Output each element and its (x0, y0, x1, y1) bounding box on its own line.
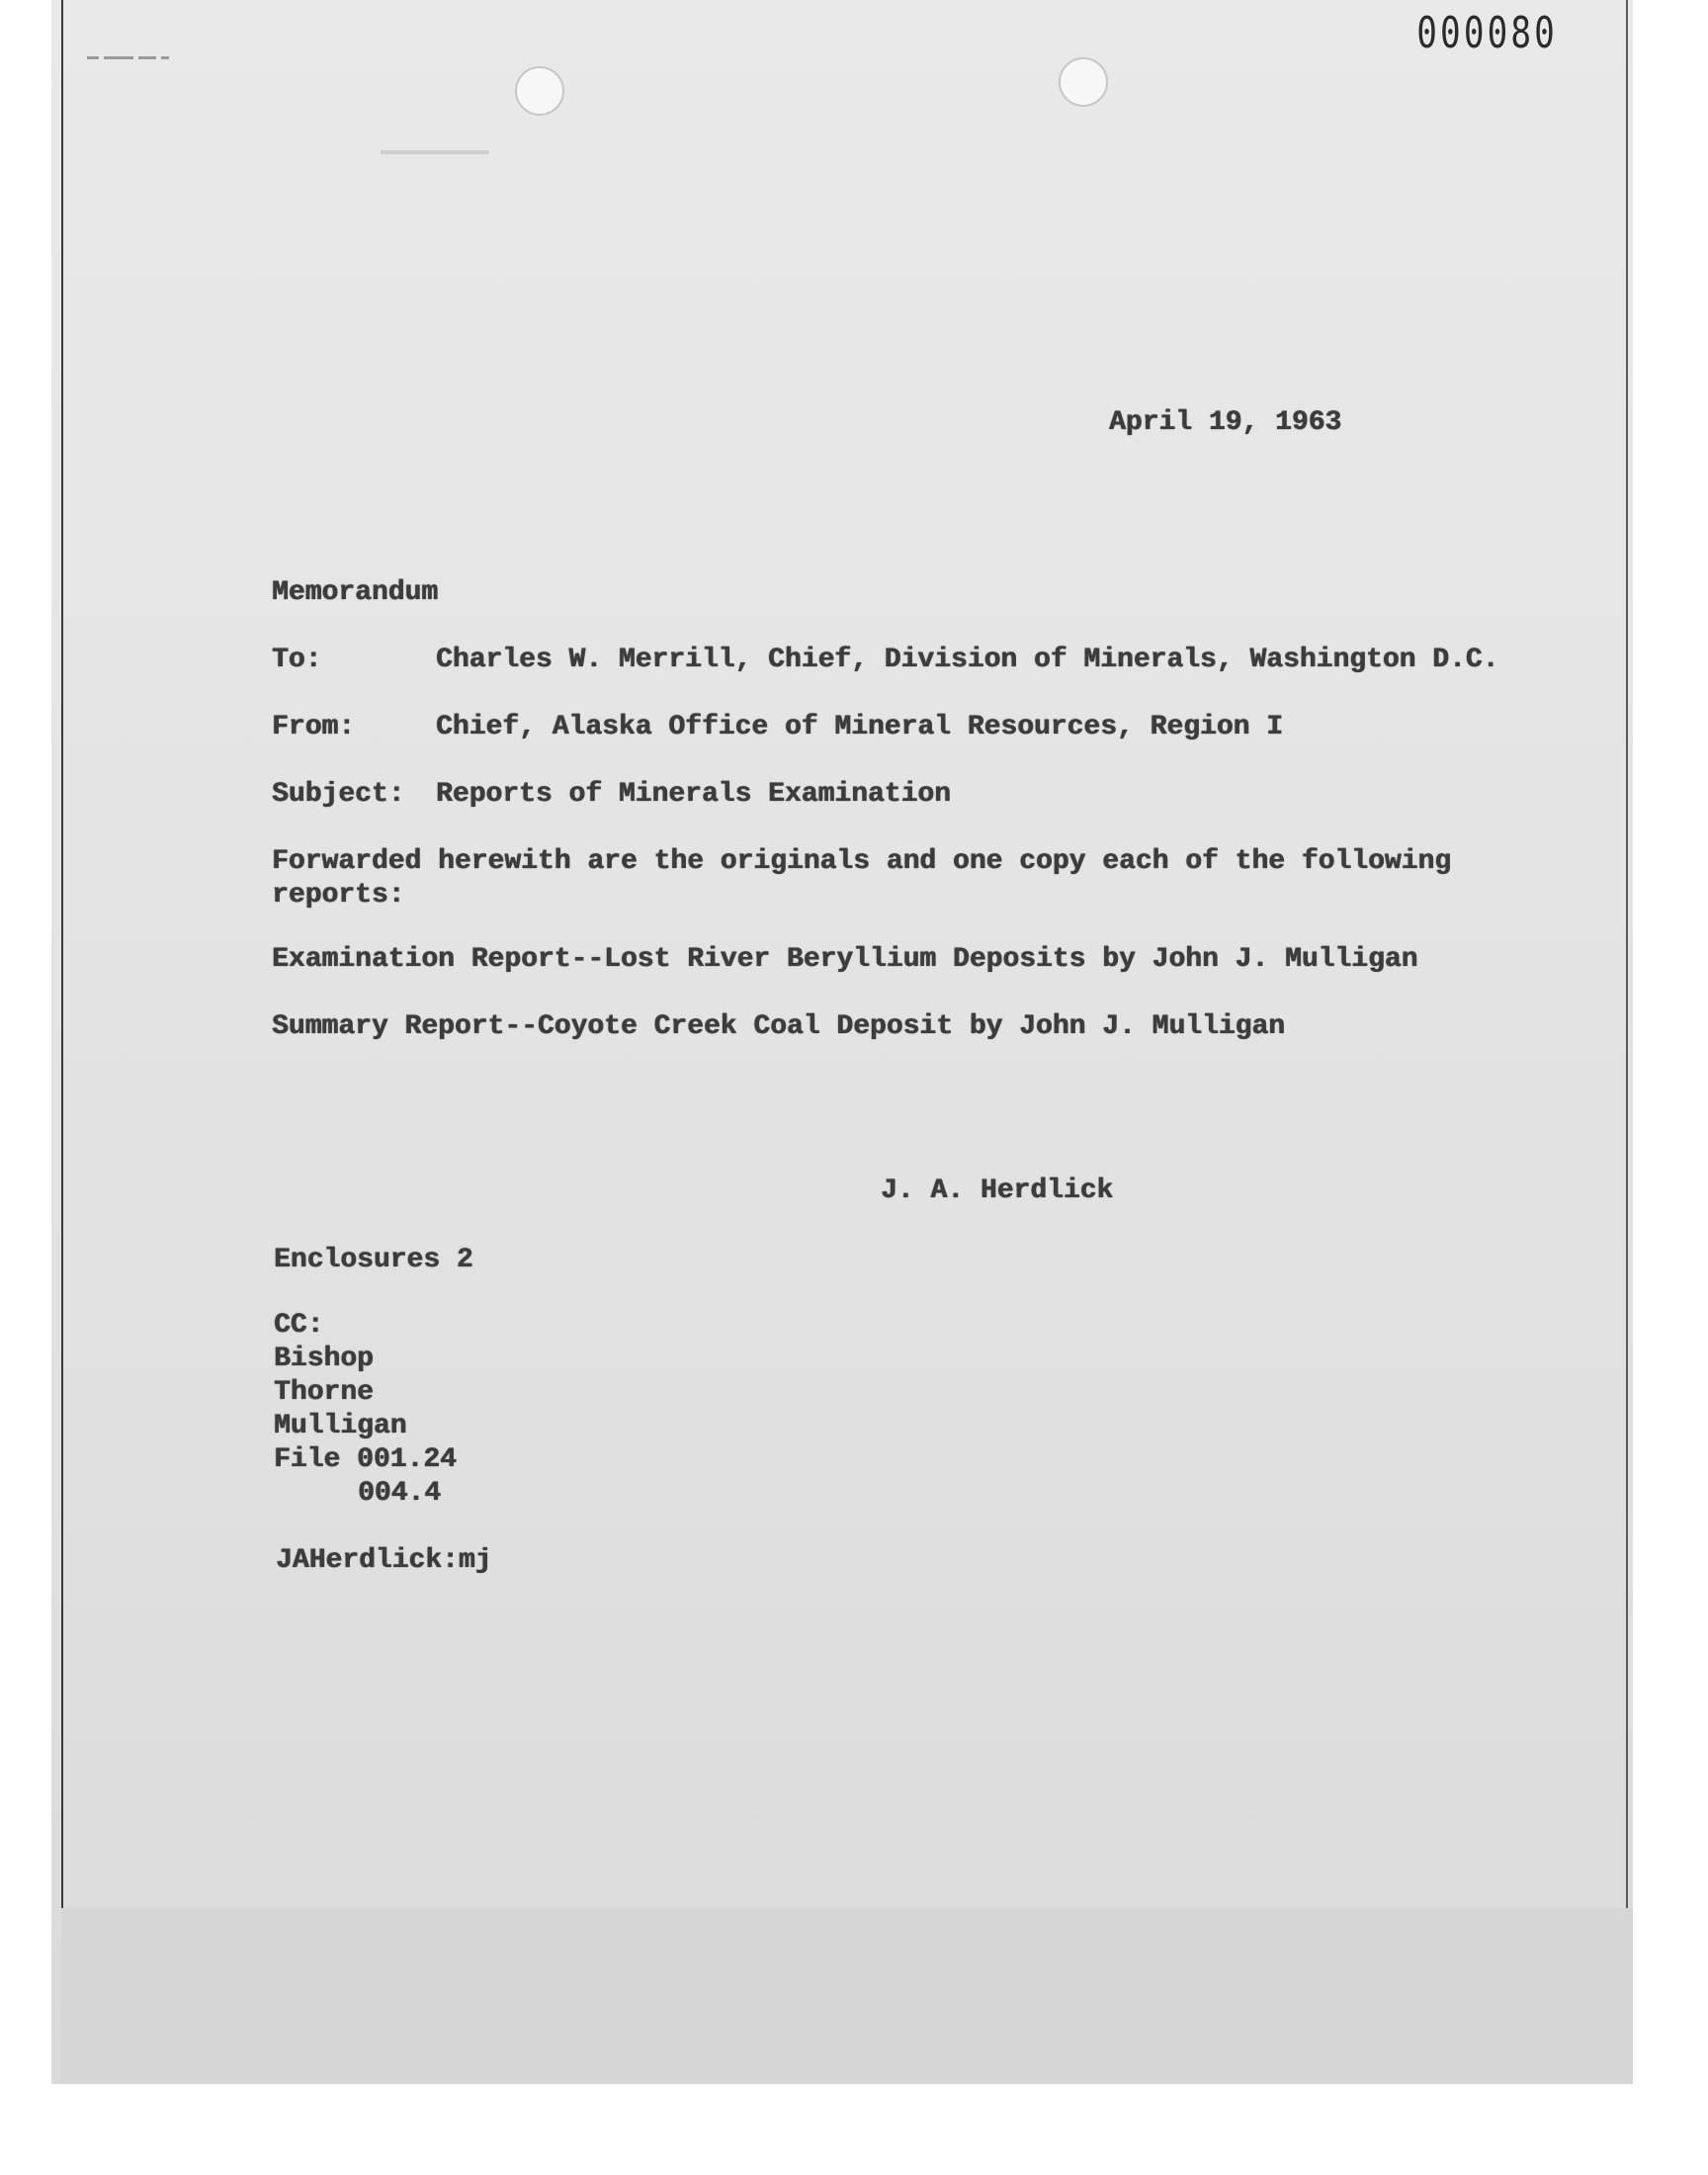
report-item-1: Examination Report--Lost River Beryllium Deposits by John J. Mulligan (272, 944, 1418, 975)
subject-value: Reports of Minerals Examination (436, 779, 951, 810)
cc-label: CC: (274, 1310, 324, 1341)
cc-name: Bishop (274, 1344, 374, 1374)
cc-name: Thorne (274, 1377, 374, 1408)
document-number-stamp: 000080 (1416, 8, 1558, 58)
report-item-2: Summary Report--Coyote Creek Coal Deposit by John J. Mulligan (272, 1011, 1285, 1042)
punch-hole-left (515, 66, 564, 116)
memo-heading: Memorandum (272, 577, 439, 608)
page-edge-right (1626, 0, 1628, 1908)
cc-name: Mulligan (274, 1411, 407, 1441)
page-edge-left (61, 0, 63, 2084)
to-label: To: (272, 645, 322, 675)
to-value: Charles W. Merrill, Chief, Division of Minerals, Washington D.C. (436, 645, 1499, 675)
punch-hole-right (1059, 57, 1108, 107)
memo-date: April 19, 1963 (1109, 407, 1342, 438)
faint-mark (381, 150, 489, 154)
file-line-2: 004.4 (358, 1478, 442, 1509)
scan-smudge (87, 49, 206, 69)
body-line-1: Forwarded herewith are the originals and one copy each of the following (272, 846, 1451, 877)
scan-bottom-strip (61, 1908, 1633, 2084)
from-label: From: (272, 712, 356, 742)
signature: J. A. Herdlick (881, 1175, 1114, 1206)
scanned-page (51, 0, 1633, 2084)
file-line-1: File 001.24 (274, 1444, 457, 1475)
enclosures: Enclosures 2 (274, 1245, 473, 1275)
subject-label: Subject: (272, 779, 405, 810)
body-line-2: reports: (272, 880, 405, 911)
typist-initials: JAHerdlick:mj (276, 1545, 492, 1576)
from-value: Chief, Alaska Office of Mineral Resources, Region I (436, 712, 1283, 742)
